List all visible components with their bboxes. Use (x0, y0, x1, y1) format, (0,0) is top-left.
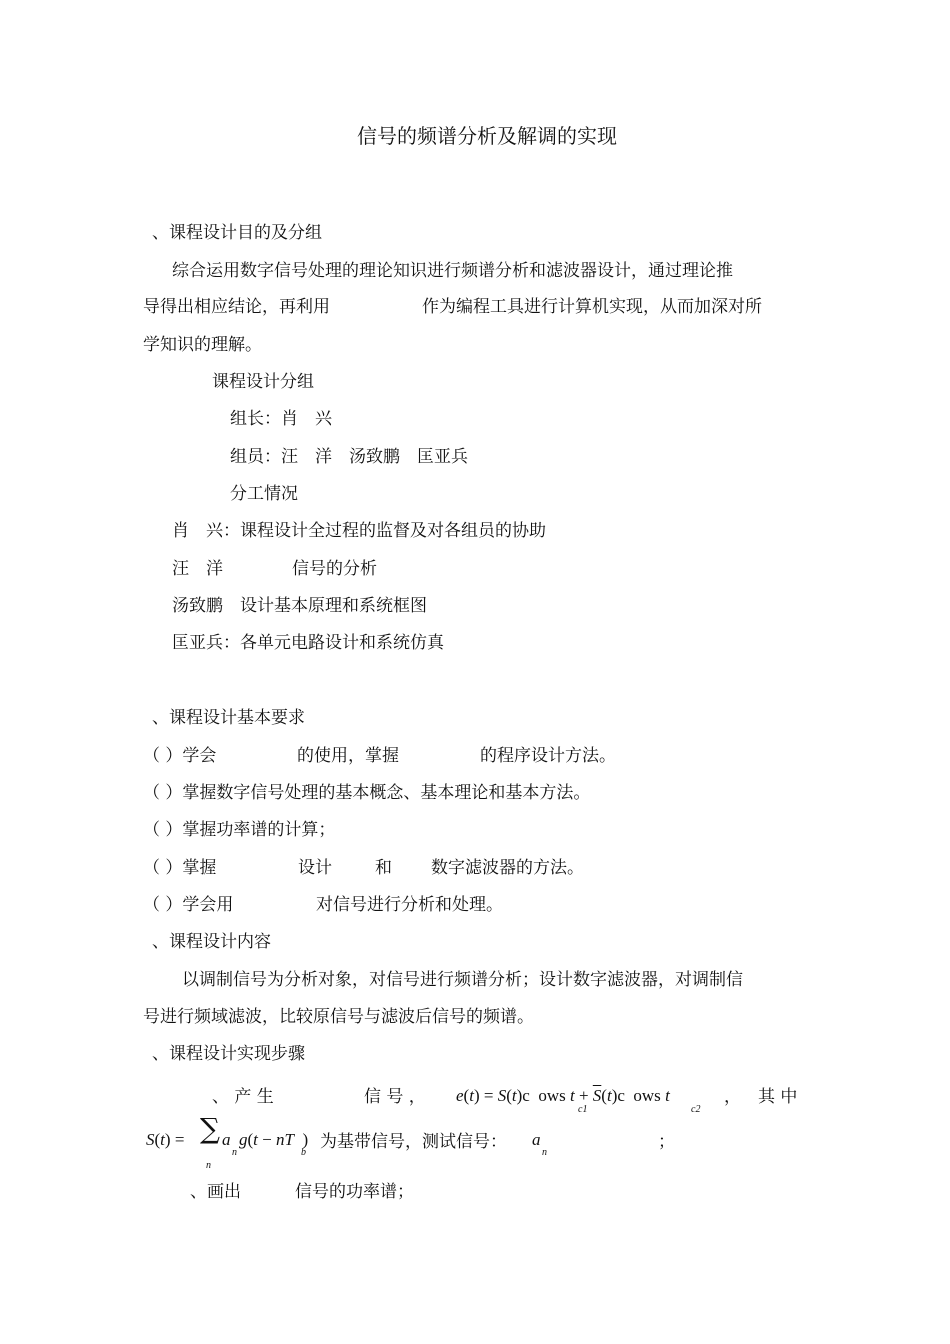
paragraph-line: 号进行频域滤波，比较原信号与滤波后信号的频谱。 (143, 1007, 534, 1027)
formula-e: e(t) = S(t)c ows $t + \overline{S}(t)c$ ows t (456, 1086, 670, 1105)
step-text: 信号的功率谱； (295, 1182, 414, 1202)
step-text: 、 产 生 (212, 1087, 274, 1107)
paragraph-line: 导得出相应结论，再利用 (143, 297, 330, 317)
requirement-item: 数字滤波器的方法。 (431, 858, 584, 878)
requirement-item: 和 (375, 858, 392, 878)
step-text: 信 号 ， (364, 1087, 426, 1107)
duty-line: 汪 洋 (172, 559, 223, 579)
document-title: 信号的频谱分析及解调的实现 (357, 124, 617, 148)
group-heading: 课程设计分组 (212, 372, 314, 392)
group-leader: 组长：肖 兴 (230, 409, 332, 429)
requirement-item: （ ）掌握 (143, 858, 217, 878)
step-text: ； (658, 1132, 675, 1152)
requirement-item: 设计 (298, 858, 332, 878)
paragraph-line: 综合运用数字信号处理的理论知识进行频谱分析和滤波器设计，通过理论推 (172, 261, 733, 281)
section-heading-requirements: 、课程设计基本要求 (152, 708, 305, 728)
requirement-item: 的使用，掌握 (297, 746, 399, 766)
section-heading-steps: 、课程设计实现步骤 (152, 1044, 305, 1064)
division-heading: 分工情况 (230, 484, 298, 504)
step-text: ， (724, 1087, 741, 1107)
group-members: 组员：汪 洋 汤致鹏 匡亚兵 (230, 447, 468, 467)
sigma-symbol: ∑ (200, 1112, 220, 1145)
formula-sum: a g(t − nT ) (222, 1130, 309, 1149)
paragraph-line: 学知识的理解。 (143, 335, 262, 355)
subscript-b: b (301, 1147, 306, 1158)
paragraph-line: 作为编程工具进行计算机实现，从而加深对所 (422, 297, 762, 317)
requirement-item: 对信号进行分析和处理。 (316, 895, 503, 915)
subscript-n: n (542, 1147, 547, 1158)
formula-s: S(t) = (146, 1130, 185, 1149)
requirement-item: （ ）掌握数字信号处理的基本概念、基本理论和基本方法。 (143, 783, 591, 803)
duty-line: 信号的分析 (292, 559, 377, 579)
step-text: 其 中 (758, 1087, 798, 1107)
requirement-item: （ ）掌握功率谱的计算； (143, 820, 336, 840)
paragraph-line: 以调制信号为分析对象，对信号进行频谱分析；设计数字滤波器，对调制信 (182, 970, 743, 990)
section-heading-objectives: 、课程设计目的及分组 (152, 223, 322, 243)
requirement-item: （ ）学会用 (143, 895, 234, 915)
subscript-n: n (232, 1147, 237, 1158)
subscript-n: n (206, 1160, 211, 1171)
subscript-c1: c1 (578, 1104, 588, 1115)
duty-line: 肖 兴：课程设计全过程的监督及对各组员的协助 (172, 521, 546, 541)
requirement-item: 的程序设计方法。 (480, 746, 616, 766)
subscript-c2: c2 (691, 1104, 701, 1115)
requirement-item: （ ）学会 (143, 746, 217, 766)
test-signal-a: a (532, 1130, 541, 1149)
section-heading-content: 、课程设计内容 (152, 932, 271, 952)
step-text: 为基带信号，测试信号： (320, 1132, 507, 1152)
duty-line: 汤致鹏 设计基本原理和系统框图 (172, 596, 427, 616)
step-text: 、画出 (190, 1182, 241, 1202)
duty-line: 匡亚兵：各单元电路设计和系统仿真 (172, 633, 444, 653)
